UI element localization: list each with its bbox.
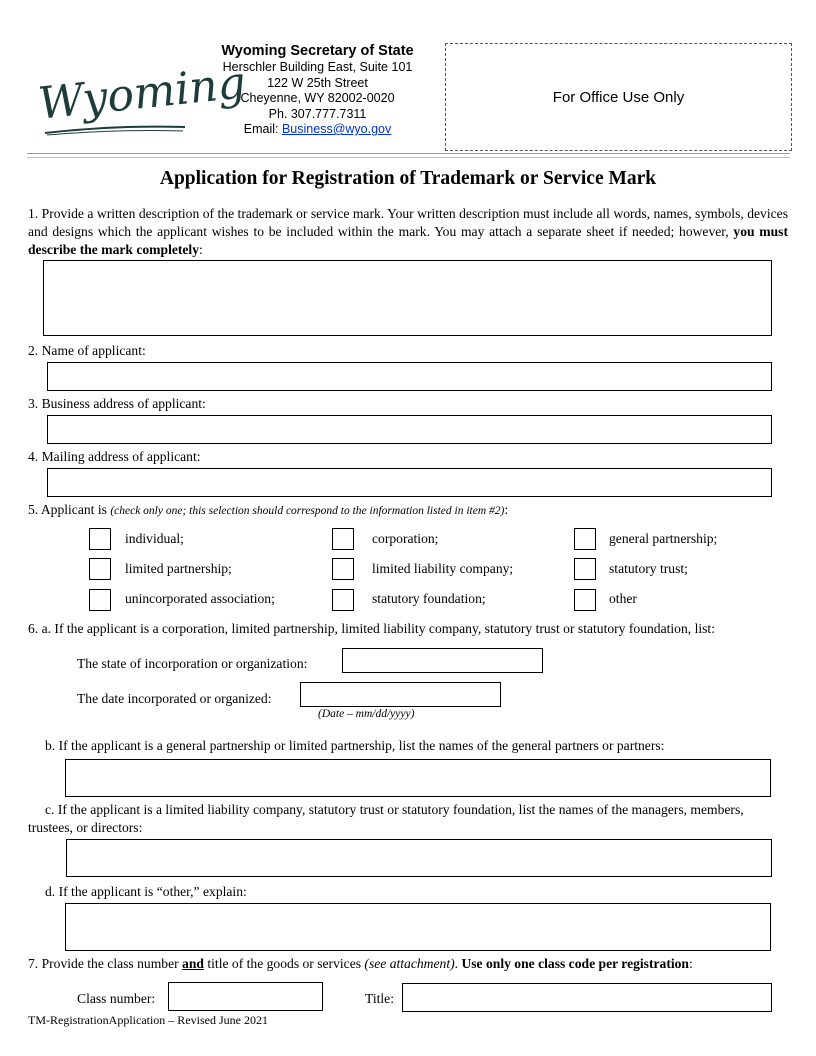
label-llc: limited liability company; bbox=[372, 561, 514, 576]
checkbox-statutory-foundation[interactable] bbox=[332, 589, 354, 611]
checkbox-statutory-trust[interactable] bbox=[574, 558, 596, 580]
date-label: The date incorporated or organized: bbox=[77, 691, 272, 706]
state-label: The state of incorporation or organization: bbox=[77, 656, 308, 671]
label-corporation: corporation; bbox=[372, 531, 439, 546]
label-limited-partnership: limited partnership; bbox=[125, 561, 232, 576]
q5-end: : bbox=[504, 502, 509, 517]
wyoming-logo bbox=[35, 55, 249, 145]
checkbox-corporation[interactable] bbox=[332, 528, 354, 550]
checkbox-limited-partnership[interactable] bbox=[89, 558, 111, 580]
address-line-2: 122 W 25th Street bbox=[267, 75, 368, 90]
form-footer: TM-RegistrationApplication – Revised June 2021 bbox=[28, 1013, 268, 1027]
date-format-hint: (Date – mm/dd/yyyy) bbox=[318, 708, 415, 720]
svg-text:Wyoming: Wyoming bbox=[35, 57, 249, 130]
q1-end: : bbox=[199, 242, 203, 257]
general-partners-field[interactable] bbox=[65, 759, 771, 797]
state-of-incorporation-field[interactable] bbox=[342, 648, 543, 673]
q7-bold: Use only one class code per registration bbox=[461, 956, 689, 971]
managers-members-field[interactable] bbox=[66, 839, 772, 877]
q7-text bbox=[28, 955, 798, 973]
q2-label: 2. Name of applicant: bbox=[28, 343, 146, 358]
q4-label: 4. Mailing address of applicant: bbox=[28, 449, 201, 464]
q7-see-attachment: (see attachment) bbox=[364, 956, 455, 971]
q1-instructions bbox=[28, 205, 788, 259]
label-individual: individual; bbox=[125, 531, 184, 546]
q5-label bbox=[28, 501, 508, 520]
label-general-partnership: general partnership; bbox=[609, 531, 718, 546]
email-line bbox=[205, 122, 430, 138]
email-label: Email: bbox=[243, 122, 279, 136]
checkbox-individual[interactable] bbox=[89, 528, 111, 550]
applicant-name-field[interactable] bbox=[47, 362, 772, 391]
header-divider bbox=[27, 153, 790, 154]
q3-label: 3. Business address of applicant: bbox=[28, 396, 206, 411]
header-divider-thin bbox=[27, 157, 790, 158]
mailing-address-field[interactable] bbox=[47, 468, 772, 497]
checkbox-llc[interactable] bbox=[332, 558, 354, 580]
other-explanation-field[interactable] bbox=[65, 903, 771, 951]
q7-end: : bbox=[689, 956, 693, 971]
office-use-label: For Office Use Only bbox=[552, 88, 685, 106]
label-statutory-foundation: statutory foundation; bbox=[372, 591, 486, 606]
q1-bold-text: you must describe the mark completely bbox=[28, 224, 788, 257]
label-unincorporated-association: unincorporated association; bbox=[125, 591, 275, 606]
q6c-content: c. If the applicant is a limited liability company, statutory trust or statutory foundation, list the names of the managers, members, trustees, or directors: bbox=[28, 802, 744, 835]
email-link[interactable]: Business@wyo.gov bbox=[281, 122, 392, 136]
address-line-3: Cheyenne, WY 82002-0020 bbox=[240, 91, 395, 105]
wyoming-logo-graphic bbox=[35, 55, 249, 145]
checkbox-other[interactable] bbox=[574, 589, 596, 611]
q7-mid: title of the goods or services bbox=[203, 956, 365, 971]
agency-name: Wyoming Secretary of State bbox=[221, 43, 414, 59]
label-statutory-trust: statutory trust; bbox=[609, 561, 688, 576]
class-title-field[interactable] bbox=[402, 983, 772, 1012]
q6c-text bbox=[28, 801, 788, 837]
q1-text: 1. Provide a written description of the trademark or service mark. Your written description must include all words, names, symbols, devices and designs which the applicant wishes to be included within the mark. You may attach a separate sheet if needed; however, bbox=[28, 206, 788, 239]
address-line-1: Herschler Building East, Suite 101 bbox=[222, 60, 413, 74]
q6d-text: d. If the applicant is “other,” explain: bbox=[45, 884, 247, 899]
office-use-box bbox=[445, 43, 792, 151]
label-other: other bbox=[609, 591, 637, 606]
checkbox-unincorporated-association[interactable] bbox=[89, 589, 111, 611]
q5-text: 5. Applicant is bbox=[28, 502, 111, 517]
q6a-text: 6. a. If the applicant is a corporation, limited partnership, limited liability company, statutory trust or statutory foundation, list: bbox=[28, 621, 715, 636]
checkbox-general-partnership[interactable] bbox=[574, 528, 596, 550]
phone-number: Ph. 307.777.7311 bbox=[268, 106, 367, 121]
q6b-text: b. If the applicant is a general partnership or limited partnership, list the names of the general partners or partners: bbox=[45, 738, 665, 753]
mark-description-field[interactable] bbox=[43, 260, 772, 336]
business-address-field[interactable] bbox=[47, 415, 772, 444]
page-title: Application for Registration of Trademark or Service Mark bbox=[159, 168, 657, 189]
q7-dot: . bbox=[454, 956, 462, 971]
title-label: Title: bbox=[365, 991, 394, 1006]
q5-note: (check only one; this selection should correspond to the information listed in item #2) bbox=[110, 505, 505, 517]
agency-address-block bbox=[205, 42, 430, 138]
class-number-field[interactable] bbox=[168, 982, 323, 1011]
q7-and: and bbox=[182, 956, 204, 971]
class-number-label: Class number: bbox=[77, 991, 156, 1006]
date-incorporated-field[interactable] bbox=[300, 682, 501, 707]
q7-start: 7. Provide the class number bbox=[28, 956, 183, 971]
